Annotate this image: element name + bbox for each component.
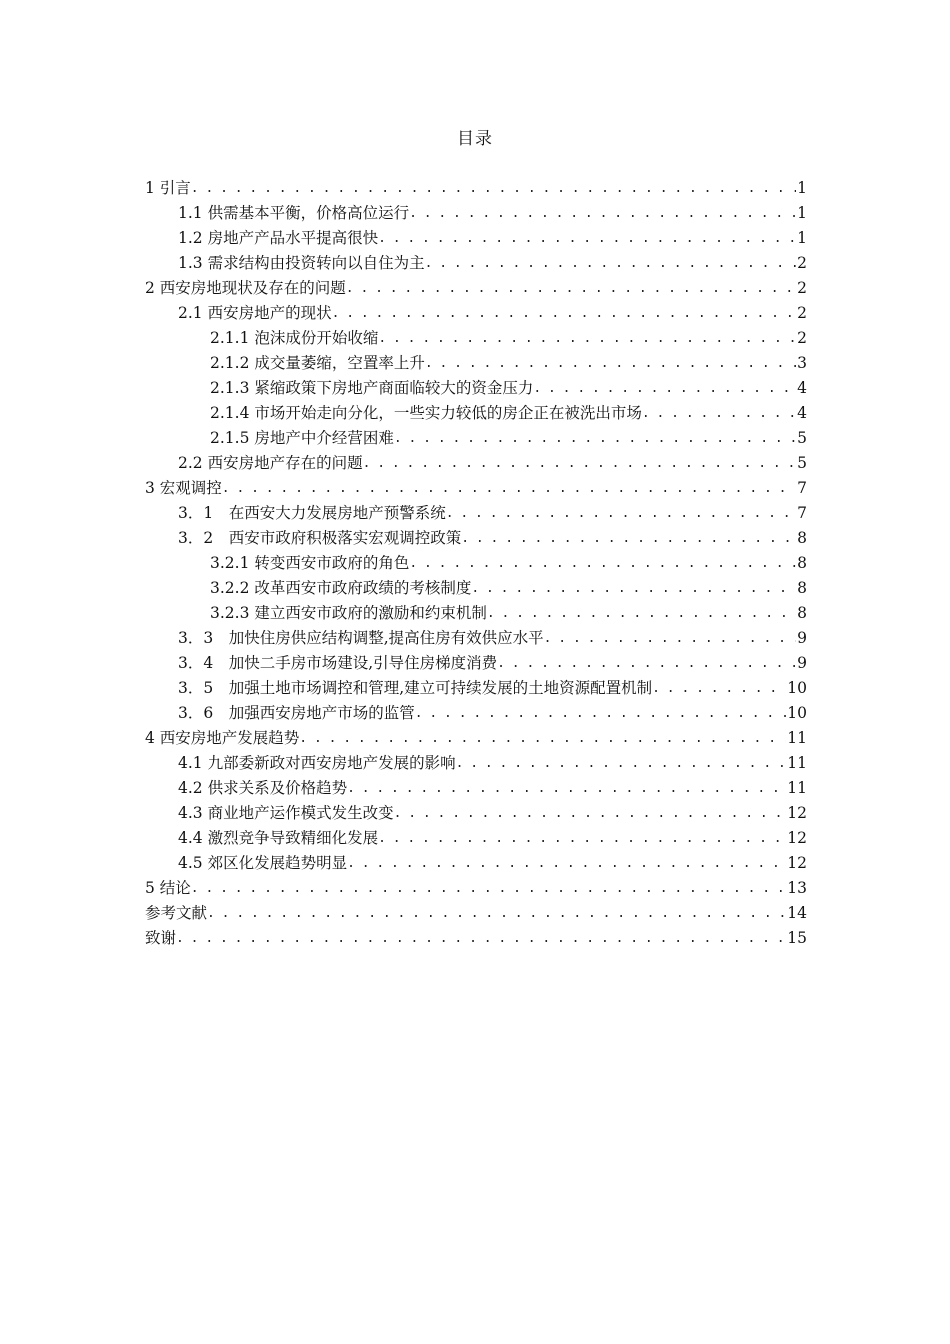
toc-entry[interactable] <box>145 473 807 498</box>
toc-dot-leader <box>487 605 796 623</box>
toc-entry[interactable] <box>145 448 807 473</box>
toc-dot-leader <box>394 805 787 823</box>
toc-entry-title: 2.1.2 成交量萎缩，空置率上升 <box>210 354 425 372</box>
toc-dot-leader <box>332 305 797 323</box>
toc-page-number: 12 <box>787 829 807 847</box>
toc-entry-title: 2.1.1 泡沫成份开始收缩 <box>210 329 379 347</box>
toc-entry[interactable] <box>145 548 807 573</box>
toc-page-number: 10 <box>787 679 807 697</box>
toc-page-number: 2 <box>797 254 807 272</box>
toc-entry-title: 3．2 西安市政府积极落实宏观调控政策 <box>178 529 462 547</box>
toc-entry-title: 2.1.3 紧缩政策下房地产商面临较大的资金压力 <box>210 379 534 397</box>
toc-page-number: 8 <box>797 529 807 547</box>
toc-entry-title: 1.1 供需基本平衡，价格高位运行 <box>178 204 410 222</box>
toc-page-number: 9 <box>797 654 807 672</box>
toc-page-number: 10 <box>787 704 807 722</box>
toc-dot-leader <box>394 430 796 448</box>
toc-dot-leader <box>425 355 796 373</box>
toc-entry-title: 4.2 供求关系及价格趋势 <box>178 779 348 797</box>
toc-entry[interactable] <box>145 898 807 923</box>
toc-entry[interactable] <box>145 648 807 673</box>
toc-entry[interactable] <box>145 198 807 223</box>
toc-entry-title: 4 西安房地产发展趋势 <box>145 729 300 747</box>
toc-entry[interactable] <box>145 748 807 773</box>
toc-page-number: 3 <box>797 354 807 372</box>
toc-page-number: 7 <box>797 479 807 497</box>
toc-entry[interactable] <box>145 398 807 423</box>
toc-entry-title: 3．5 加强土地市场调控和管理,建立可持续发展的土地资源配置机制 <box>178 679 653 697</box>
toc-page-number: 4 <box>797 379 807 397</box>
toc-entry[interactable] <box>145 848 807 873</box>
toc-entry[interactable] <box>145 223 807 248</box>
toc-page-number: 4 <box>797 404 807 422</box>
toc-dot-leader <box>446 505 796 523</box>
toc-page-number: 13 <box>787 879 807 897</box>
toc-page-number: 1 <box>797 179 807 197</box>
toc-entry[interactable] <box>145 723 807 748</box>
toc-dot-leader <box>642 405 796 423</box>
toc-entry[interactable] <box>145 773 807 798</box>
toc-entry-title: 3．4 加快二手房市场建设,引导住房梯度消费 <box>178 654 498 672</box>
toc-entry[interactable] <box>145 698 807 723</box>
toc-entry[interactable] <box>145 173 807 198</box>
toc-entry[interactable] <box>145 798 807 823</box>
toc-entry[interactable] <box>145 623 807 648</box>
toc-entry-title: 3.2.2 改革西安市政府政绩的考核制度 <box>210 579 472 597</box>
toc-page-number: 14 <box>787 904 807 922</box>
toc-page-number: 9 <box>797 629 807 647</box>
toc-dot-leader <box>471 580 796 598</box>
toc-page-number: 2 <box>797 329 807 347</box>
toc-entry-title: 1 引言 <box>145 179 191 197</box>
toc-entry-title: 致谢 <box>145 929 177 947</box>
toc-entry-title: 4.5 郊区化发展趋势明显 <box>178 854 348 872</box>
toc-entry[interactable] <box>145 373 807 398</box>
toc-entry-title: 4.1 九部委新政对西安房地产发展的影响 <box>178 754 456 772</box>
toc-entry[interactable] <box>145 348 807 373</box>
toc-entry[interactable] <box>145 523 807 548</box>
toc-entry-title: 2 西安房地现状及存在的问题 <box>145 279 346 297</box>
toc-entry-title: 2.1.4 市场开始走向分化，一些实力较低的房企正在被洗出市场 <box>210 404 642 422</box>
toc-dot-leader <box>409 555 796 573</box>
toc-entry-title: 4.4 激烈竞争导致精细化发展 <box>178 829 379 847</box>
toc-dot-leader <box>456 755 787 773</box>
toc-entry-title: 1.3 需求结构由投资转向以自住为主 <box>178 254 425 272</box>
toc-dot-leader <box>652 680 786 698</box>
toc-entry[interactable] <box>145 323 807 348</box>
toc-dot-leader <box>207 905 786 923</box>
toc-page-number: 11 <box>787 779 807 797</box>
toc-entry-title: 1.2 房地产产品水平提高很快 <box>178 229 379 247</box>
toc-entry-title: 3．3 加快住房供应结构调整,提高住房有效供应水平 <box>178 629 544 647</box>
toc-entry[interactable] <box>145 273 807 298</box>
toc-page-number: 5 <box>797 429 807 447</box>
toc-page-number: 5 <box>797 454 807 472</box>
toc-entry[interactable] <box>145 923 807 948</box>
toc-dot-leader <box>533 380 796 398</box>
toc-dot-leader <box>544 630 796 648</box>
toc-dot-leader <box>347 855 786 873</box>
toc-page-number: 7 <box>797 504 807 522</box>
toc-page-number: 1 <box>797 204 807 222</box>
toc-page-number: 1 <box>797 229 807 247</box>
toc-entry-title: 2.2 西安房地产存在的问题 <box>178 454 363 472</box>
toc-page-number: 12 <box>787 804 807 822</box>
toc-entry[interactable] <box>145 298 807 323</box>
toc-entry-title: 4.3 商业地产运作模式发生改变 <box>178 804 394 822</box>
toc-dot-leader <box>363 455 797 473</box>
toc-entry-title: 5 结论 <box>145 879 191 897</box>
toc-page-number: 8 <box>797 579 807 597</box>
toc-page-number: 12 <box>787 854 807 872</box>
toc-entry-title: 3.2.1 转变西安市政府的角色 <box>210 554 410 572</box>
toc-page-number: 8 <box>797 604 807 622</box>
toc-entry-title: 3.2.3 建立西安市政府的激励和约束机制 <box>210 604 487 622</box>
toc-title: 目录 <box>457 129 493 149</box>
toc-dot-leader <box>461 530 796 548</box>
toc-entry[interactable] <box>145 423 807 448</box>
toc-dot-leader <box>409 205 796 223</box>
toc-entry[interactable] <box>145 498 807 523</box>
toc-entry-title: 2.1 西安房地产的现状 <box>178 304 332 322</box>
toc-dot-leader <box>378 330 796 348</box>
toc-dot-leader <box>222 480 796 498</box>
toc-dot-leader <box>176 930 786 948</box>
toc-entry[interactable] <box>145 598 807 623</box>
toc-page-number: 11 <box>787 729 807 747</box>
toc-entry-title: 3 宏观调控 <box>145 479 222 497</box>
toc-dot-leader <box>378 830 786 848</box>
toc-entry-title: 3．6 加强西安房地产市场的监管 <box>178 704 415 722</box>
toc-page-number: 8 <box>797 554 807 572</box>
toc-dot-leader <box>347 780 786 798</box>
table-of-contents <box>145 173 807 948</box>
toc-dot-leader <box>497 655 796 673</box>
toc-entry[interactable] <box>145 673 807 698</box>
toc-page-number: 2 <box>797 279 807 297</box>
toc-dot-leader <box>191 880 786 898</box>
toc-entry-title: 参考文献 <box>145 904 208 922</box>
toc-dot-leader <box>191 180 796 198</box>
toc-dot-leader <box>425 255 797 273</box>
toc-entry-title: 3．1 在西安大力发展房地产预警系统 <box>178 504 446 522</box>
toc-dot-leader <box>415 705 787 723</box>
toc-page-number: 15 <box>787 929 807 947</box>
toc-entry[interactable] <box>145 823 807 848</box>
toc-page-number: 2 <box>797 304 807 322</box>
toc-entry-title: 2.1.5 房地产中介经营困难 <box>210 429 394 447</box>
toc-dot-leader <box>378 230 796 248</box>
toc-dot-leader <box>299 730 786 748</box>
toc-entry[interactable] <box>145 248 807 273</box>
toc-entry[interactable] <box>145 873 807 898</box>
toc-dot-leader <box>346 280 796 298</box>
toc-entry[interactable] <box>145 573 807 598</box>
toc-page-number: 11 <box>787 754 807 772</box>
